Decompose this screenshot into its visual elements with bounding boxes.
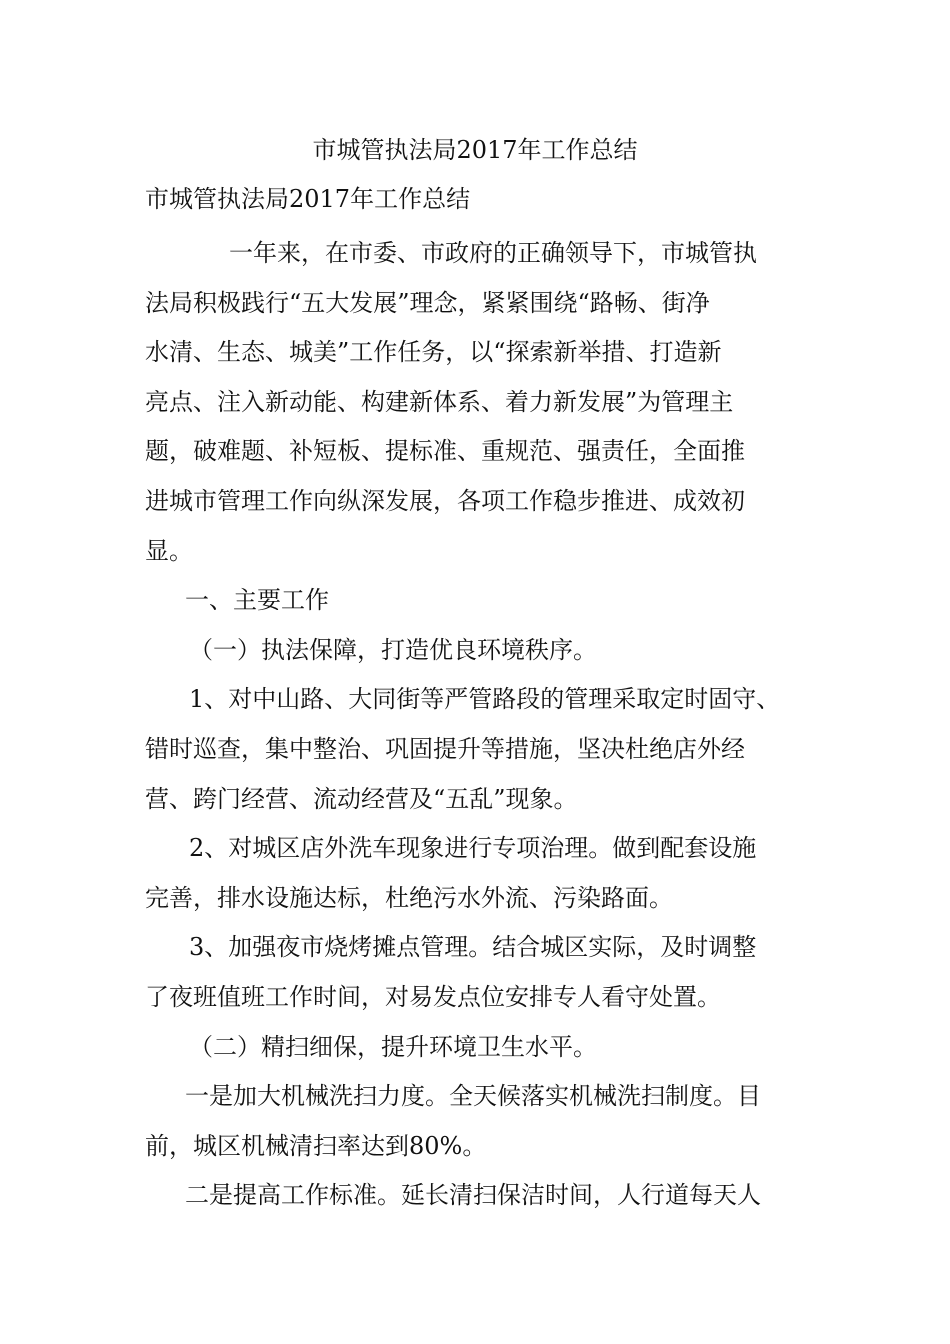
- point-1-line-2: 前，城区机械清扫率达到80%。: [145, 1131, 487, 1160]
- item-1-line-3: 营、跨门经营、流动经营及“五乱”现象。: [145, 784, 578, 813]
- point-1-line-1: 一是加大机械洗扫力度。全天候落实机械洗扫制度。目: [185, 1082, 761, 1111]
- item-1-line-2: 错时巡查，集中整治、巩固提升等措施，坚决杜绝店外经: [145, 734, 745, 763]
- item-3-line-2: 了夜班值班工作时间，对易发点位安排专人看守处置。: [145, 982, 721, 1011]
- item-3-line-1: 3、加强夜市烧烤摊点管理。结合城区实际，及时调整: [189, 933, 757, 962]
- paragraph-intro-line-6: 进城市管理工作向纵深发展，各项工作稳步推进、成效初: [145, 486, 745, 515]
- paragraph-intro-line-3: 水清、生态、城美”工作任务，以“探索新举措、打造新: [145, 338, 722, 367]
- subsection-heading-1: （一）执法保障，打造优良环境秩序。: [189, 635, 597, 664]
- item-1-line-1: 1、对中山路、大同街等严管路段的管理采取定时固守、: [189, 685, 781, 714]
- item-2-line-1: 2、对城区店外洗车现象进行专项治理。做到配套设施: [189, 834, 757, 863]
- subsection-heading-2: （二）精扫细保，提升环境卫生水平。: [189, 1032, 597, 1061]
- document-subtitle: 市城管执法局2017年工作总结: [145, 185, 471, 213]
- point-2-line-1: 二是提高工作标准。延长清扫保洁时间，人行道每天人: [185, 1181, 761, 1210]
- item-2-line-2: 完善，排水设施达标，杜绝污水外流、污染路面。: [145, 883, 673, 912]
- paragraph-intro-line-7: 显。: [145, 536, 193, 565]
- paragraph-intro-line-2: 法局积极践行“五大发展”理念，紧紧围绕“路畅、街净: [145, 288, 710, 317]
- paragraph-intro-line-4: 亮点、注入新动能、构建新体系、着力新发展”为管理主: [145, 387, 734, 416]
- document-body: [145, 229, 825, 1221]
- paragraph-intro-line-5: 题，破难题、补短板、提标准、重规范、强责任，全面推: [145, 437, 745, 466]
- section-heading-main-work: 一、主要工作: [185, 586, 329, 615]
- document-title: 市城管执法局2017年工作总结: [312, 136, 638, 164]
- paragraph-intro-line-1: 一年来，在市委、市政府的正确领导下，市城管执: [229, 239, 757, 267]
